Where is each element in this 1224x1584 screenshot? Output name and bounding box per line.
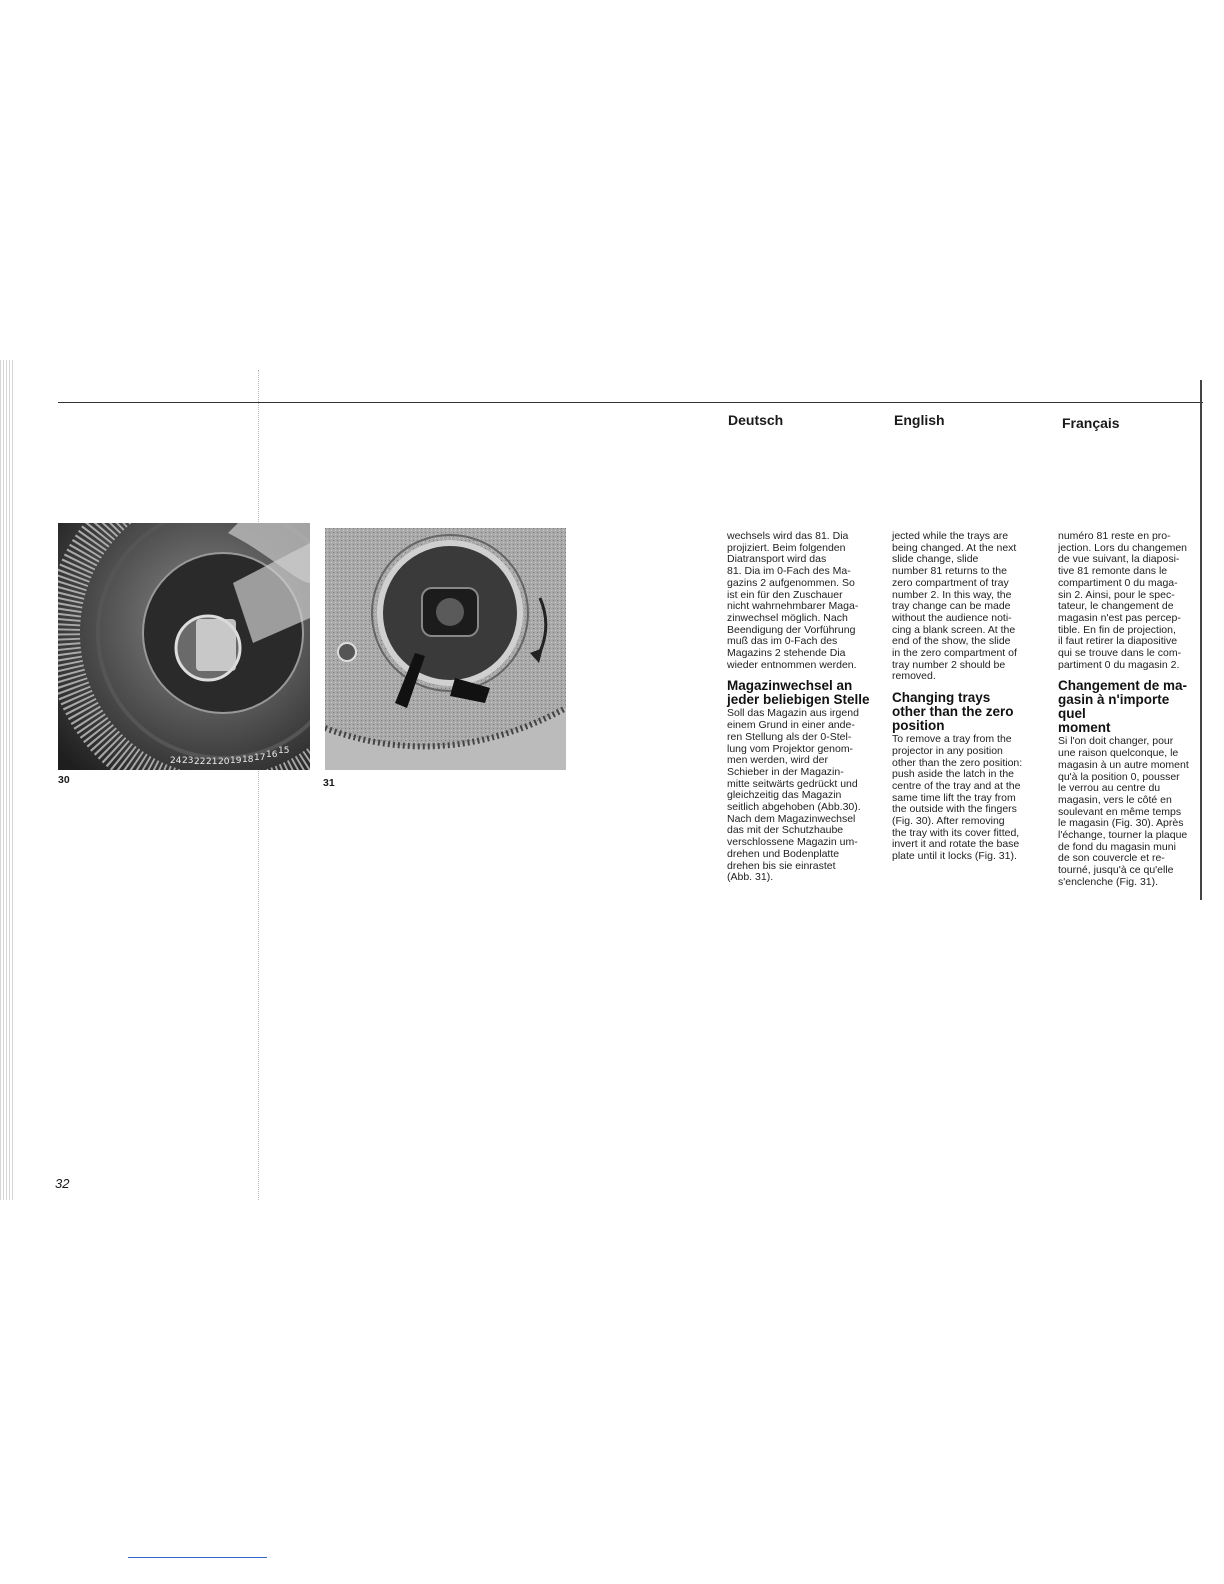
english-section-heading: Changing trays other than the zero position	[892, 690, 1014, 734]
english-intro-paragraph: jected while the trays are being changed. At the next slide change, slide number 81 returns to the zero compartment of tray number 2. In this way, the tray change can be made without the audience noti- cing a blank screen. At the end of the show, the slide in the zero compartment of tray number 2 should be removed.	[892, 530, 1017, 683]
dial-number: 18	[242, 755, 254, 765]
dial-number: 23	[182, 756, 194, 766]
dial-number: 17	[254, 753, 266, 763]
column-english	[892, 531, 1042, 863]
figure-30-photo	[58, 523, 310, 770]
francais-body-paragraph: Si l'on doit changer, pour une raison quelconque, le magasin à un autre moment qu'à la position 0, pousser le verrou au centre du magasin, vers le côté en soulevant en même temps le magasin (Fig. 30). Après l'échange, tourner la plaque de fond du magasin muni de son couvercle et re- tourné, jusqu'à ce qu'elle s'enclenche (Fig. 31).	[1058, 735, 1189, 888]
deutsch-intro-paragraph: wechsels wird das 81. Dia projiziert. Beim folgenden Diatransport wird das 81. Dia im 0-Fach des Ma- gazins 2 aufgenommen. So ist ein für den Zuschauer nicht wahrnehmbarer Maga- zinwechsel möglich. Nach Beendigung der Vorführung muß das im 0-Fach des Magazins 2 stehende Dia wieder entnommen werden.	[727, 530, 859, 671]
scan-edge-shadow	[0, 360, 14, 1200]
english-body-paragraph: To remove a tray from the projector in any position other than the zero position: push aside the latch in the centre of the tray and at the same time lift the tray from the outside with the fingers (Fig. 30). After removing the tray with its cover fitted, invert it and rotate the base plate until it locks (Fig. 31).	[892, 733, 1023, 863]
figure-30-label: 30	[58, 774, 70, 786]
tray-base-plate-illustration	[325, 528, 566, 770]
dial-number: 15	[278, 746, 290, 756]
figure-31-label: 31	[323, 777, 335, 789]
dial-number: 22	[194, 757, 206, 767]
scan-right-edge	[1200, 380, 1202, 900]
heading-francais: Français	[1062, 415, 1120, 431]
dial-number: 24	[170, 756, 182, 766]
page-number: 32	[55, 1176, 70, 1191]
figure-31-photo	[325, 528, 566, 770]
column-deutsch	[727, 531, 882, 884]
dial-number: 16	[266, 750, 278, 760]
deutsch-section-heading: Magazinwechsel an jeder beliebigen Stelle	[727, 678, 870, 708]
deutsch-body-paragraph: Soll das Magazin aus irgend einem Grund in einer ande- ren Stellung als der 0-Stel- lung vom Projektor genom- men werden, wird der Schieber in der Magazin- mitte seitwärts gedrückt und gleichzeitig das Magazin seitlich abgehoben (Abb.30). Nach dem Magazinwechsel das mit der Schutzhaube verschlossene Magazin um- drehen und Bodenplatte drehen bis sie einrastet (Abb. 31).	[727, 707, 861, 884]
footer-link-line	[128, 1557, 267, 1558]
francais-section-heading: Changement de ma- gasin à n'importe quel moment	[1058, 678, 1188, 736]
francais-intro-paragraph: numéro 81 reste en pro- jection. Lors du changemen de vue suivant, la diaposi- tive 81 remonte dans le compartiment 0 du maga- sin 2. Ainsi, pour le spec- tateur, le changement de magasin n'est pas percep- tible. En fin de projection, il faut retirer la diapositive qui se trouve dans le com- partiment 0 du magasin 2.	[1058, 531, 1187, 671]
header-rule	[58, 402, 1203, 403]
dial-number: 20	[218, 757, 230, 767]
heading-deutsch: Deutsch	[728, 412, 784, 428]
dial-number: 19	[230, 756, 242, 766]
column-francais	[1058, 531, 1200, 889]
page-fold-line	[258, 370, 259, 1200]
slide-tray-photo-illustration	[58, 523, 310, 770]
dial-number: 21	[206, 757, 218, 767]
heading-english: English	[894, 412, 945, 428]
